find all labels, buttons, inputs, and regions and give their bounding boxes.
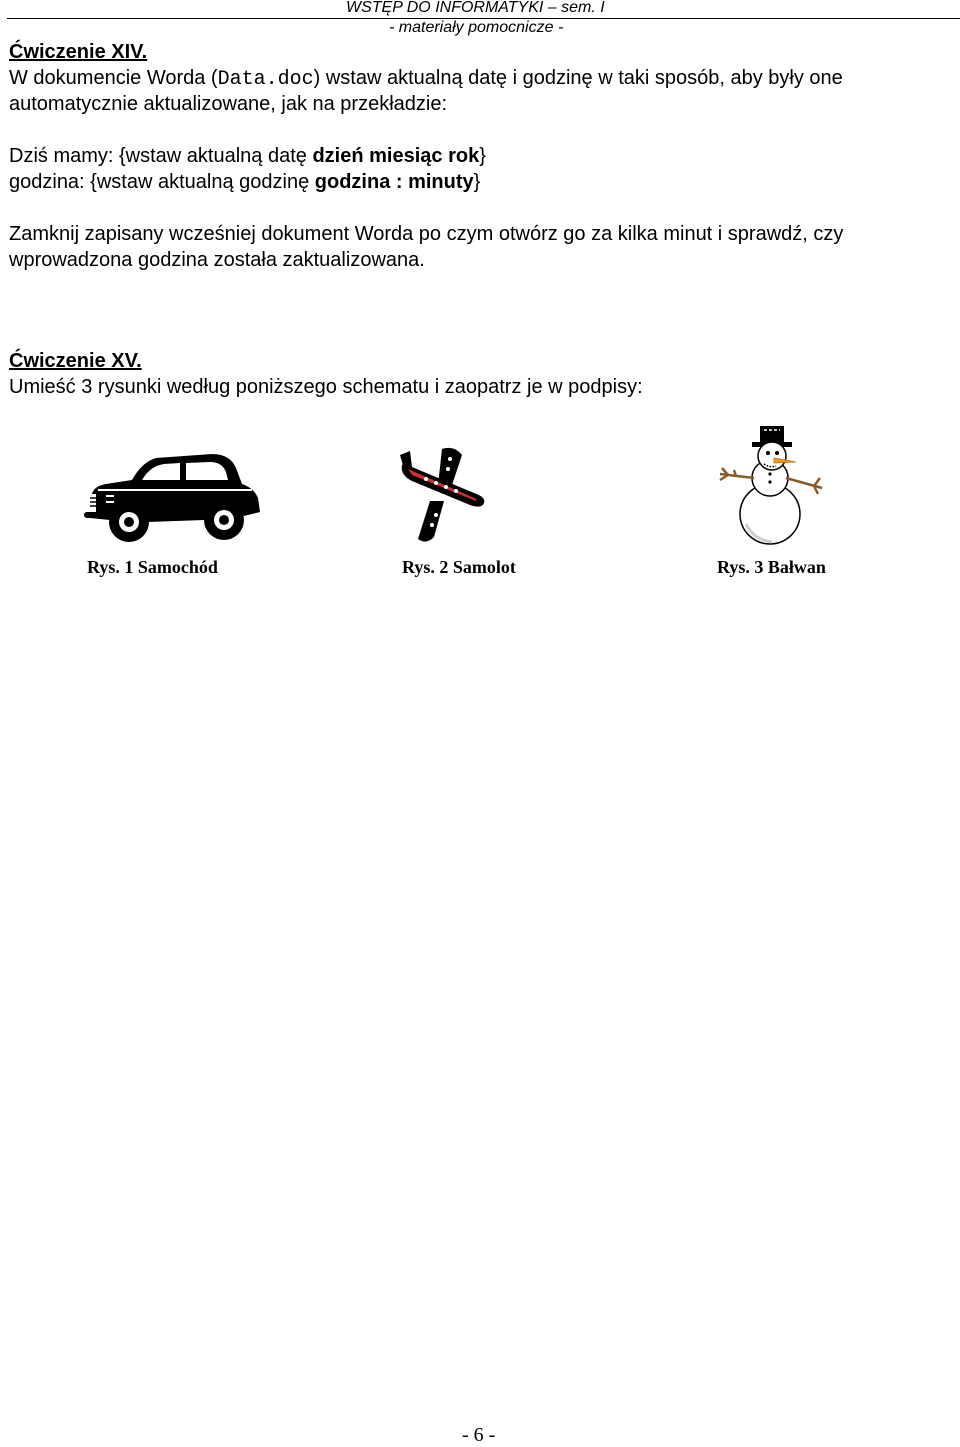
exercise-15-instruction: Umieść 3 rysunki według poniższego schematu i zaopatrz je w podpisy: xyxy=(9,376,643,398)
figure-caption-2: Rys. 2 Samolot xyxy=(402,557,516,577)
header-title: WSTĘP DO INFORMATYKI – sem. I xyxy=(346,0,605,16)
time-suffix: } xyxy=(473,171,481,193)
filename: Data.doc xyxy=(217,68,314,91)
header-subtitle: - materiały pomocnicze - xyxy=(389,19,564,36)
time-format: godzina : minuty xyxy=(314,171,474,193)
figure-caption-3: Rys. 3 Bałwan xyxy=(717,557,826,577)
intro-text-b: ) wstaw aktualną datę i godzinę w taki sposób, aby były one xyxy=(313,67,843,89)
snowman-icon xyxy=(714,424,826,548)
exercise-14-intro-line-1 xyxy=(9,65,843,93)
airplane-icon xyxy=(396,445,492,545)
date-prefix: Dziś mamy: {wstaw aktualną datę xyxy=(9,145,313,167)
date-format: dzień miesiąc rok xyxy=(312,145,480,167)
intro-text-a: W dokumencie Worda ( xyxy=(9,67,218,89)
date-example-line xyxy=(9,143,486,169)
figure-caption-1: Rys. 1 Samochód xyxy=(87,557,218,577)
date-suffix: } xyxy=(479,145,486,167)
page-header xyxy=(0,0,960,40)
exercise-14-heading: Ćwiczenie XIV. xyxy=(9,41,148,63)
time-example-line xyxy=(9,169,480,195)
car-icon xyxy=(84,450,262,546)
time-prefix: godzina: {wstaw aktualną godzinę xyxy=(9,171,315,193)
page-number: - 6 - xyxy=(462,1424,496,1446)
exercise-15-heading: Ćwiczenie XV. xyxy=(9,350,142,372)
close-instruction-line-1: Zamknij zapisany wcześniej dokument Worda po czym otwórz go za kilka minut i sprawdź, czy xyxy=(9,223,844,245)
close-instruction-line-2: wprowadzona godzina została zaktualizowana. xyxy=(9,249,425,271)
exercise-14-intro-line-2: automatycznie aktualizowane, jak na przekładzie: xyxy=(9,93,448,115)
